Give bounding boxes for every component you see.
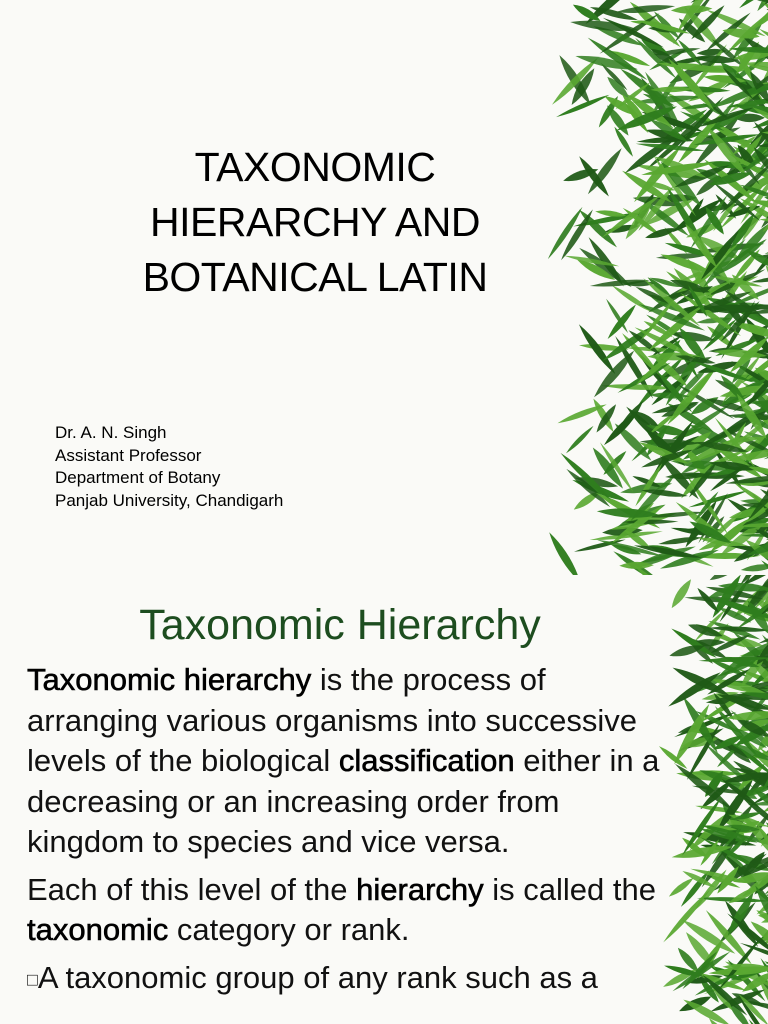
term-classification: classification: [338, 743, 515, 778]
title-line: HIERARCHY AND: [150, 199, 480, 245]
body-text: A taxonomic group of any rank such as a: [37, 959, 598, 995]
body-text: is called the: [483, 871, 656, 907]
term-taxonomic-hierarchy: Taxonomic hierarchy: [27, 662, 312, 697]
title-line: BOTANICAL LATIN: [142, 254, 488, 300]
bamboo-leaf: [740, 563, 768, 574]
body-text: category or rank.: [168, 912, 410, 947]
bamboo-leaf: [590, 397, 616, 434]
term-taxonomic: taxonomic: [27, 912, 169, 947]
title-line: TAXONOMIC: [194, 144, 436, 190]
bamboo-leaf: [546, 530, 584, 575]
body-text: either in a decreasing or an increasing order from kingdom to species and vice versa.: [27, 743, 660, 859]
bamboo-leaf: [564, 424, 595, 455]
author-position: Assistant Professor: [55, 445, 202, 465]
term-hierarchy: hierarchy: [356, 871, 484, 907]
bamboo-leaves-icon: [538, 0, 768, 575]
author-block: [55, 422, 283, 512]
author-name: Dr. A. N. Singh: [55, 423, 167, 442]
author-department: Department of Botany: [55, 468, 221, 487]
body-text: Each of this level of the: [27, 871, 357, 907]
bamboo-leaves-decoration: [538, 0, 768, 575]
paragraph-rank: [27, 870, 677, 951]
bullet-icon: □: [27, 969, 38, 990]
slide-title: [60, 140, 570, 305]
body-text: is the process of arranging various organisms into successive levels of the biological: [27, 662, 637, 778]
author-university: Panjab University, Chandigarh: [55, 490, 284, 510]
section-heading: Taxonomic Hierarchy: [139, 601, 541, 649]
paragraph-definition: [27, 660, 677, 863]
slide-body: [27, 660, 677, 1007]
paragraph-bullet: [27, 958, 677, 1000]
bamboo-leaf: [754, 0, 768, 13]
